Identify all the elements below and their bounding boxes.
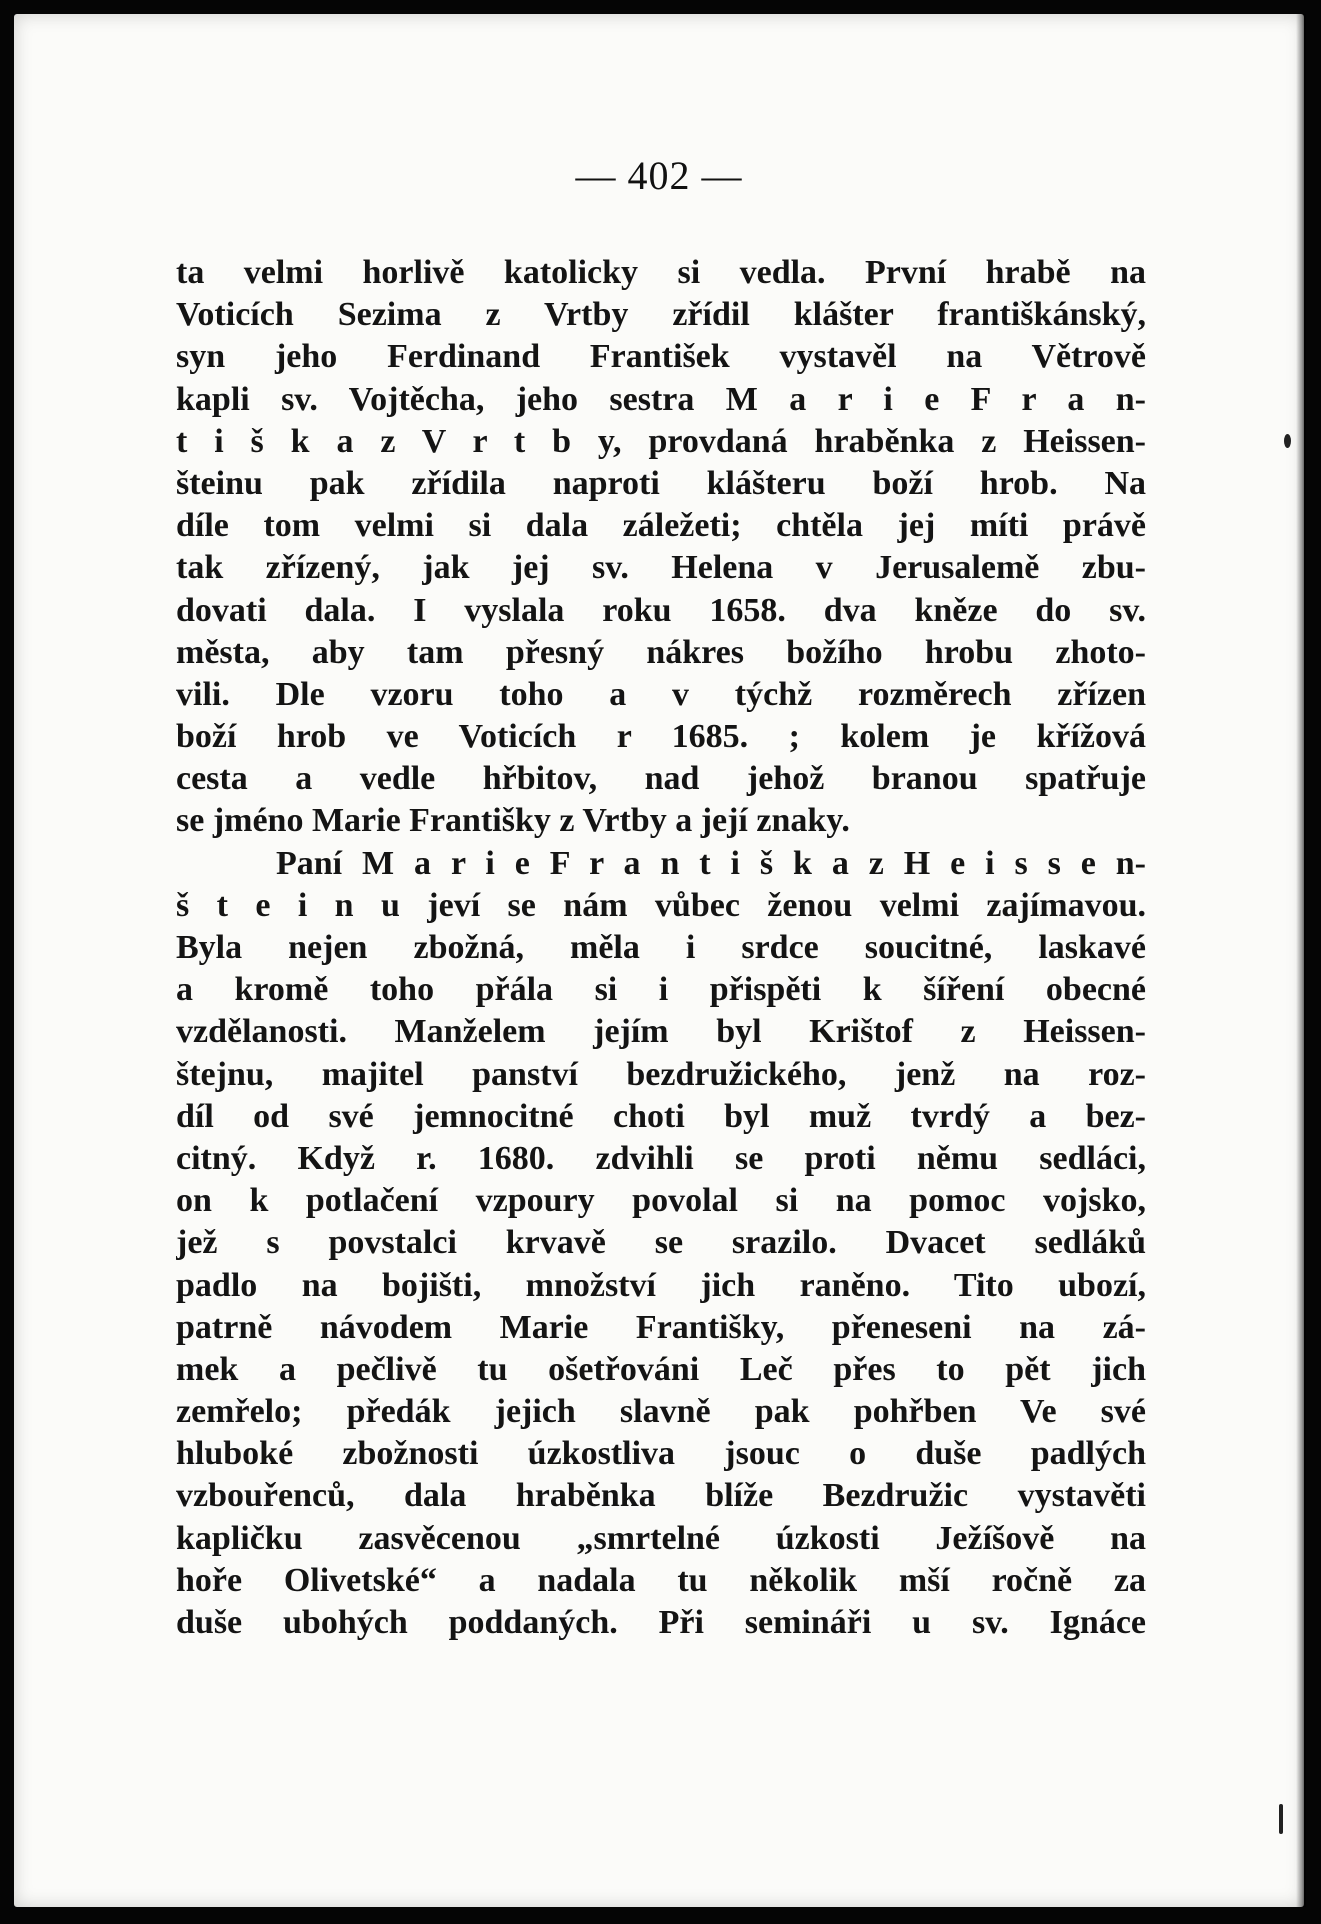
text-line: duše ubohých poddaných. Při semináři u sv. Ignáce [176,1604,1146,1641]
body-text [176,252,1146,1644]
text-line: tak zřízený, jak jej sv. Helena v Jerusalemě zbu- [176,549,1146,587]
text-line: se jméno Marie Františky z Vrtby a její znaky. [176,802,850,840]
text-line: Voticích Sezima z Vrtby zřídil klášter františkánský, [176,296,1146,334]
text-line: šteinu pak zřídila naproti klášteru boží hrob. Na [176,464,1146,502]
text-line: města, aby tam přesný nákres božího hrobu zhoto- [176,633,1146,671]
text-line: š t e i n u jeví se nám vůbec ženou velmi zajímavou. [176,886,1146,924]
text-line: hluboké zbožnosti úzkostliva jsouc o duše padlých [176,1435,1146,1473]
text-line: dovati dala. I vyslala roku 1658. dva kněze do sv. [176,591,1146,629]
text-line: boží hrob ve Voticích r 1685. ; kolem je křížová [176,718,1146,756]
text-line: vzbouřenců, dala hraběnka blíže Bezdružic vystavěti [176,1477,1146,1515]
text-line: Byla nejen zbožná, měla i srdce soucitné, laskavé [176,929,1146,966]
page-number: — 402 — [575,153,743,198]
text-line: hoře Olivetské“ a nadala tu několik mší ročně za [176,1561,1146,1599]
text-line: štejnu, majitel panství bezdružického, jenž na roz- [176,1055,1146,1093]
text-line: a kromě toho přála si i přispěti k šíření obecné [176,971,1146,1009]
text-line: zemřelo; předák jejich slavně pak pohřben Ve své [176,1393,1146,1431]
text-line: jež s povstalci krvavě se srazilo. Dvacet sedláků [176,1224,1146,1262]
book-page [14,14,1304,1907]
text-line: kapličku zasvěcenou „smrtelné úzkosti Ježíšově na [176,1519,1146,1557]
text-line: t i š k a z V r t b y, provdaná hraběnka z Heissen- [176,422,1146,460]
ink-speck [1284,434,1291,448]
text-line: kapli sv. Vojtěcha, jeho sestra M a r i e F r a n- [176,380,1146,418]
text-line: on k potlačení vzpoury povolal si na pomoc vojsko, [176,1182,1146,1220]
text-line: citný. Když r. 1680. zdvihli se proti němu sedláci, [176,1139,1146,1177]
text-line: vili. Dle vzoru toho a v týchž rozměrech zřízen [176,675,1146,713]
text-line: díle tom velmi si dala záležeti; chtěla jej míti právě [176,507,1146,545]
text-line: mek a pečlivě tu ošetřováni Leč přes to pět jich [176,1350,1146,1388]
text-line: ta velmi horlivě katolicky si vedla. První hrabě na [176,254,1146,291]
text-line: syn jeho Ferdinand František vystavěl na Větrově [176,338,1146,376]
ink-speck [1279,1804,1283,1834]
text-line: cesta a vedle hřbitov, nad jehož branou spatřuje [176,760,1146,798]
text-line: díl od své jemnocitné choti byl muž tvrdý a bez- [176,1097,1146,1135]
paragraph-first-line: Paní M a r i e F r a n t i š k a z H e i s s e n- [276,844,1146,882]
text-line: padlo na bojišti, množství jich raněno. Tito ubozí, [176,1266,1146,1304]
text-line: patrně návodem Marie Františky, přeneseni na zá- [176,1308,1146,1346]
text-line: vzdělanosti. Manželem jejím byl Krištof z Heissen- [176,1013,1146,1051]
